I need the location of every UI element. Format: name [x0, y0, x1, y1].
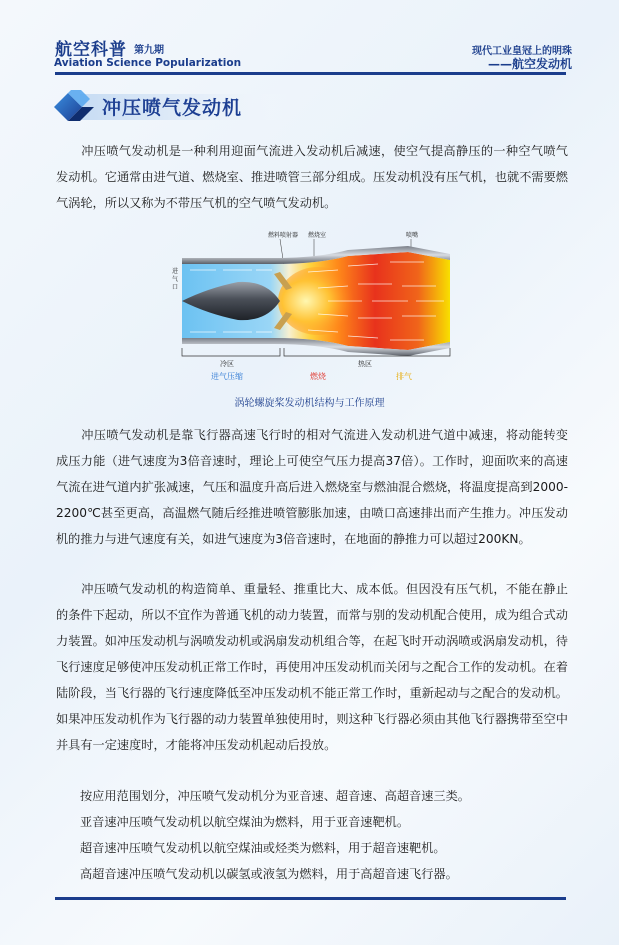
- brand-title-en: Aviation Science Popularization: [54, 57, 242, 69]
- ramjet-diagram-figure: [168, 226, 458, 386]
- footer-divider: [55, 897, 566, 900]
- label-inlet-3: 口: [172, 284, 179, 291]
- label-fuel-injector: 燃料喷射器: [268, 232, 299, 239]
- section-title-block: [50, 90, 290, 124]
- label-exhaust: 排气: [396, 372, 412, 381]
- label-cold-zone: 冷区: [220, 360, 234, 368]
- label-combustion: 燃烧: [310, 372, 326, 381]
- section-title: 冲压喷气发动机: [102, 97, 243, 119]
- page-header: [0, 0, 619, 80]
- label-inlet-1: 进: [172, 268, 179, 275]
- header-divider: [55, 72, 566, 75]
- label-inlet-2: 气: [172, 276, 179, 283]
- paragraph-principle-text: 冲压喷气发动机是靠飞行器高速飞行时的相对气流进入发动机进气道中减速，将动能转变成压力能（进气速度为3倍音速时，理论上可使空气压力提高37倍）。工作时，迎面吹来的高速气流在进气道内扩张减速，气压和温度升高后进入燃烧室与燃油混合燃烧，将温度提高到2000-2200℃甚至更高，高温燃气随后经推进喷管膨胀加速，由喷口高速排出而产生推力。冲压发动机的推力与进气速度有关，如进气速度为3倍音速时，在地面的静推力可以超过200KN。: [56, 428, 568, 546]
- label-hot-zone: 热区: [358, 360, 372, 368]
- paragraph-characteristics-text: 冲压喷气发动机的构造简单、重量轻、推重比大、成本低。但因没有压气机，不能在静止的条件下起动，所以不宜作为普通飞机的动力装置，而常与别的发动机配合使用，成为组合式动力装置。如冲压发动机与涡喷发动机或涡扇发动机组合等，在起飞时开动涡喷或涡扇发动机，待飞行速度足够使冲压发动机正常工作时，再使用冲压发动机而关闭与之配合工作的发动机。在着陆阶段，当飞行器的飞行速度降低至冲压发动机不能正常工作时，重新起动与之配合的发动机。如果冲压发动机作为飞行器的动力装置单独使用时，则这种飞行器必须由其他飞行器携带至空中并具有一定速度时，才能将冲压发动机起动后投放。: [56, 582, 568, 752]
- label-combustor: 燃烧室: [308, 232, 327, 239]
- classification-supersonic: 超音速冲压喷气发动机以航空煤油或烃类为燃料，用于超音速靶机。: [80, 841, 446, 855]
- classification-intro: 按应用范围划分，冲压喷气发动机分为亚音速、超音速、高超音速三类。: [80, 789, 470, 803]
- brand-title-cn: 航空科普: [55, 40, 127, 60]
- label-nozzle: 喷嘴: [406, 232, 419, 239]
- label-intake-compression: 进气压缩: [211, 372, 243, 381]
- paragraph-intro-text: 冲压喷气发动机是一种利用迎面气流进入发动机后减速，使空气提高静压的一种空气喷气发动机。它通常由进气道、燃烧室、推进喷管三部分组成。压发动机没有压气机，也就不需要燃气涡轮，所以又称为不带压气机的空气喷气发动机。: [56, 144, 568, 210]
- header-subtagline: ——航空发动机: [487, 57, 572, 71]
- diagram-caption: 涡轮螺旋桨发动机结构与工作原理: [234, 398, 385, 409]
- paragraph-principle: [56, 422, 568, 552]
- issue-number: 第九期: [134, 45, 164, 56]
- paragraph-characteristics: [56, 576, 568, 758]
- classification-subsonic: 亚音速冲压喷气发动机以航空煤油为燃料，用于亚音速靶机。: [80, 815, 410, 829]
- classification-hypersonic: 高超音速冲压喷气发动机以碳氢或液氢为燃料，用于高超音速飞行器。: [80, 867, 458, 881]
- ramjet-diagram: [168, 226, 458, 386]
- paragraph-intro: [56, 138, 568, 216]
- header-tagline: 现代工业皇冠上的明珠: [472, 46, 572, 57]
